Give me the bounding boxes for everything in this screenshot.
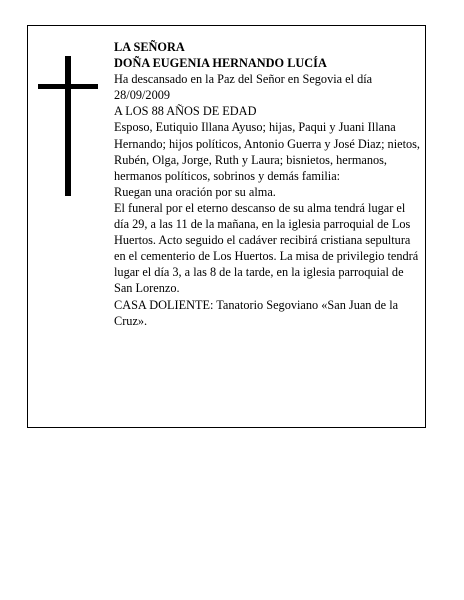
obituary-text xyxy=(114,39,420,329)
casa-doliente: CASA DOLIENTE: Tanatorio Segoviano «San Juan de la Cruz». xyxy=(114,297,399,328)
funeral-details: El funeral por el eterno descanso de su alma tendrá lugar el día 29, a las 11 de la mañana, en la iglesia parroquial de Los Huertos. Acto seguido el cadáver recibirá cristiana sepultura en el cementerio de Los Huertos. La misa de privilegio tendrá lugar el día 3, a las 8 de la tarde, en la iglesia parroquial de San Lorenzo. xyxy=(114,200,419,296)
cross-vertical-bar xyxy=(65,56,71,196)
age-line: A LOS 88 AÑOS DE EDAD xyxy=(114,104,257,119)
death-statement: Ha descansado en la Paz del Señor en Segovia el día 28/09/2009 xyxy=(114,72,373,103)
deceased-name: DOÑA EUGENIA HERNANDO LUCÍA xyxy=(114,56,327,71)
family-list: Esposo, Eutiquio Illana Ayuso; hijas, Paqui y Juani Illana Hernando; hijos políticos, Antonio Guerra y José Diaz; nietos, Rubén, Olga, Jorge, Ruth y Laura; bisnietos, hermanos, hermanos políticos, sobrinos y demás familia: xyxy=(114,120,421,183)
cross-horizontal-bar xyxy=(38,84,98,89)
notice-title: LA SEÑORA xyxy=(114,40,185,54)
prayer-request: Ruegan una oración por su alma. xyxy=(114,184,276,199)
